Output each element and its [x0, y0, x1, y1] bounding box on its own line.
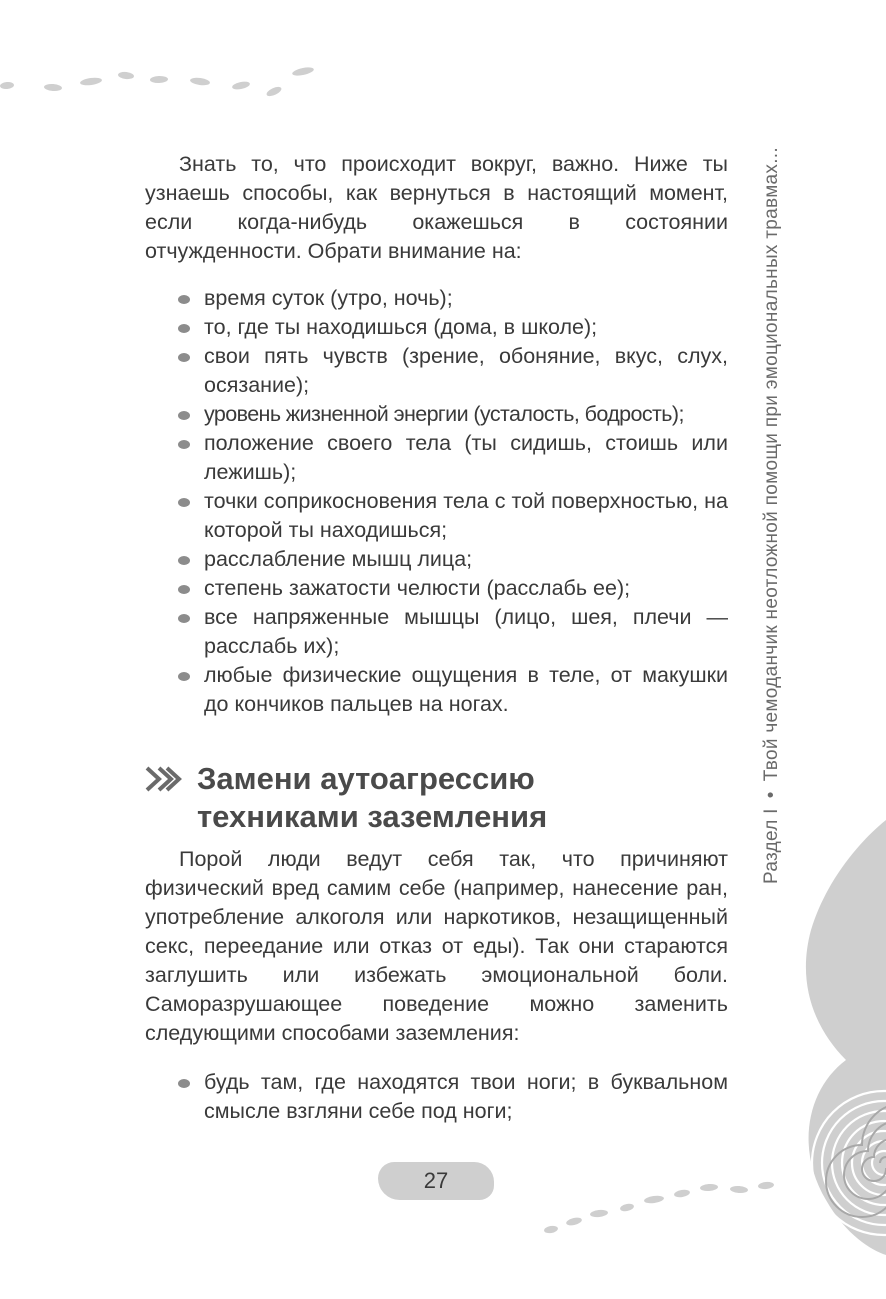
bullet-icon [178, 556, 190, 565]
page-number: 27 [378, 1162, 494, 1200]
list-item-text: будь там, где находятся твои ноги; в буквальном смысле взгляни себе под ноги; [204, 1070, 728, 1123]
bullet-icon [178, 295, 190, 304]
list-item [178, 661, 728, 719]
running-header [752, 147, 792, 884]
section-paragraph-block [145, 845, 728, 1048]
intro-paragraph: Знать то, что происходит вокруг, важно. Ниже ты узнаешь способы, как вернуться в настоящий момент, если когда-нибудь окажешься в состоянии отчужденности. Обрати внимание на: [145, 152, 728, 263]
list-item-text: степень зажатости челюсти (расслабь ее); [204, 576, 631, 600]
list-item-text: точки соприкосновения тела с той поверхностью, на которой ты находишься; [204, 489, 728, 542]
intro-paragraph-block [145, 150, 728, 266]
list-item [178, 1068, 728, 1126]
list-item [178, 342, 728, 400]
bullet-icon [178, 498, 190, 507]
running-header-section: Раздел I [761, 808, 782, 884]
list-item-text: свои пять чувств (зрение, обоняние, вкус, слух, осязание); [204, 344, 728, 397]
list-item [178, 429, 728, 487]
list-item-text: расслабление мышц лица; [204, 547, 473, 571]
list-item [178, 545, 728, 574]
double-chevron-icon [145, 764, 185, 794]
list-item [178, 284, 728, 313]
list-item-text: уровень жизненной энергии (усталость, бодрость); [204, 402, 684, 426]
bullet-icon [178, 585, 190, 594]
bullet-icon [178, 324, 190, 333]
list-item [178, 487, 728, 545]
section-title-line1: Замени аутоагрессию [197, 761, 535, 796]
list-item-text: то, где ты находишься (дома, в школе); [204, 315, 598, 339]
bullet-icon [178, 672, 190, 681]
section-paragraph: Порой люди ведут себя так, что причиняют физический вред самим себе (например, нанесение ран, употребление алкоголя или наркотиков, незащищенный секс, переедание или отказ от еды). Так они стараются заглушить или избежать эмоциональной боли. Саморазрушающее поведение можно заменить следующими способами заземления: [145, 847, 728, 1045]
list-item [178, 400, 728, 429]
grounding-list [178, 1068, 728, 1126]
top-dash-decoration [0, 60, 330, 100]
list-item [178, 574, 728, 603]
section-title [197, 760, 728, 836]
list-item-text: любые физические ощущения в теле, от макушки до кончиков пальцев на ногах. [204, 663, 728, 716]
bullet-icon [178, 440, 190, 449]
running-header-separator: • [761, 791, 782, 799]
attention-list [178, 284, 728, 719]
bullet-icon [178, 411, 190, 420]
bullet-icon [178, 614, 190, 623]
list-item [178, 603, 728, 661]
list-item-text: положение своего тела (ты сидишь, стоишь или лежишь); [204, 431, 728, 484]
bullet-icon [178, 1079, 190, 1088]
section-heading [145, 760, 728, 836]
list-item-text: все напряженные мышцы (лицо, шея, плечи — расслабь их); [204, 605, 728, 658]
running-header-chapter: Твой чемоданчик неотложной помощи при эмоциональных травмах... [761, 147, 782, 782]
bullet-icon [178, 353, 190, 362]
section-title-line2: техниками заземления [197, 799, 548, 834]
list-item-text: время суток (утро, ночь); [204, 286, 453, 310]
bottom-dash-decoration [540, 1160, 800, 1240]
list-item [178, 313, 728, 342]
